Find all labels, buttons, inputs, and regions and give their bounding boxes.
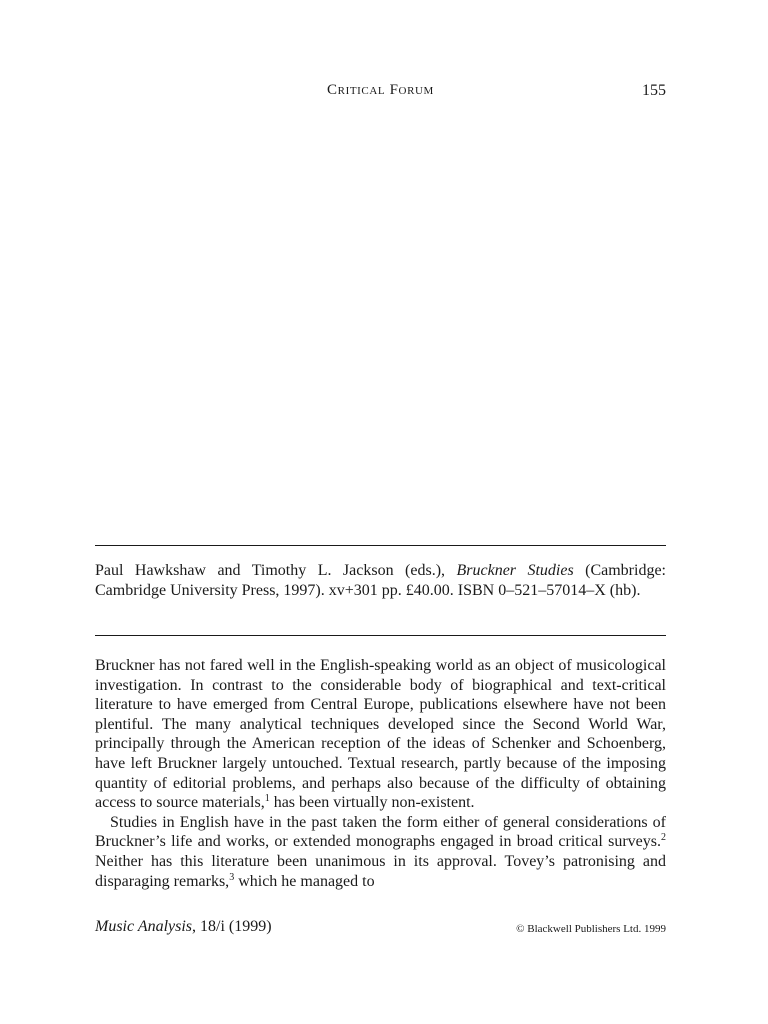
paragraph-2-text-end: which he managed to (234, 872, 375, 890)
footnote-ref-3: 3 (229, 871, 235, 883)
citation-details: (Cambridge: Cambridge University Press, 1997). xv+301 pp. £40.00. ISBN 0–521–57014–X (hb). (95, 562, 667, 599)
paragraph-1-text-end: has been virtually non-existent. (269, 794, 475, 812)
citation-bottom-rule (95, 635, 666, 636)
review-body (95, 656, 666, 891)
paragraph-2-text-mid: Neither has this literature been unanimous in its approval. Tovey’s patronising and disparaging remarks, (95, 852, 666, 890)
journal-info (95, 918, 272, 936)
running-head (95, 82, 666, 106)
running-title: Critical Forum (327, 82, 434, 98)
paragraph-1 (95, 656, 666, 813)
citation-top-rule (95, 545, 666, 546)
page-number: 155 (642, 82, 666, 99)
paragraph-2-text: Studies in English have in the past taken the form either of general considerations of Bruckner’s life and works, or extended monographs engaged in broad critical surveys. (95, 813, 666, 851)
journal-name: Music Analysis (95, 918, 193, 935)
citation-book-title: Bruckner Studies (456, 562, 574, 579)
book-citation (95, 561, 666, 601)
paragraph-2 (95, 813, 666, 891)
footnote-ref-2: 2 (661, 832, 666, 844)
copyright-notice: © Blackwell Publishers Ltd. 1999 (516, 923, 666, 935)
footnote-ref-1: 1 (264, 793, 270, 805)
paragraph-1-text: Bruckner has not fared well in the English-speaking world as an object of musicological investigation. In contrast to the considerable body of biographical and text-critical literature to have emerged from Central Europe, publications elsewhere have not been plentiful. The many analytical techniques developed since the Second World War, principally through the American reception of the ideas of Schenker and Schoenberg, have left Bruckner largely untouched. Textual research, partly because of the imposing quantity of editorial problems, and perhaps also because of the difficulty of obtaining access to source materials, (95, 657, 666, 812)
page-footer (95, 918, 666, 942)
journal-issue: , 18/i (1999) (192, 918, 272, 935)
citation-authors: Paul Hawkshaw and Timothy L. Jackson (eds.), (95, 562, 457, 579)
